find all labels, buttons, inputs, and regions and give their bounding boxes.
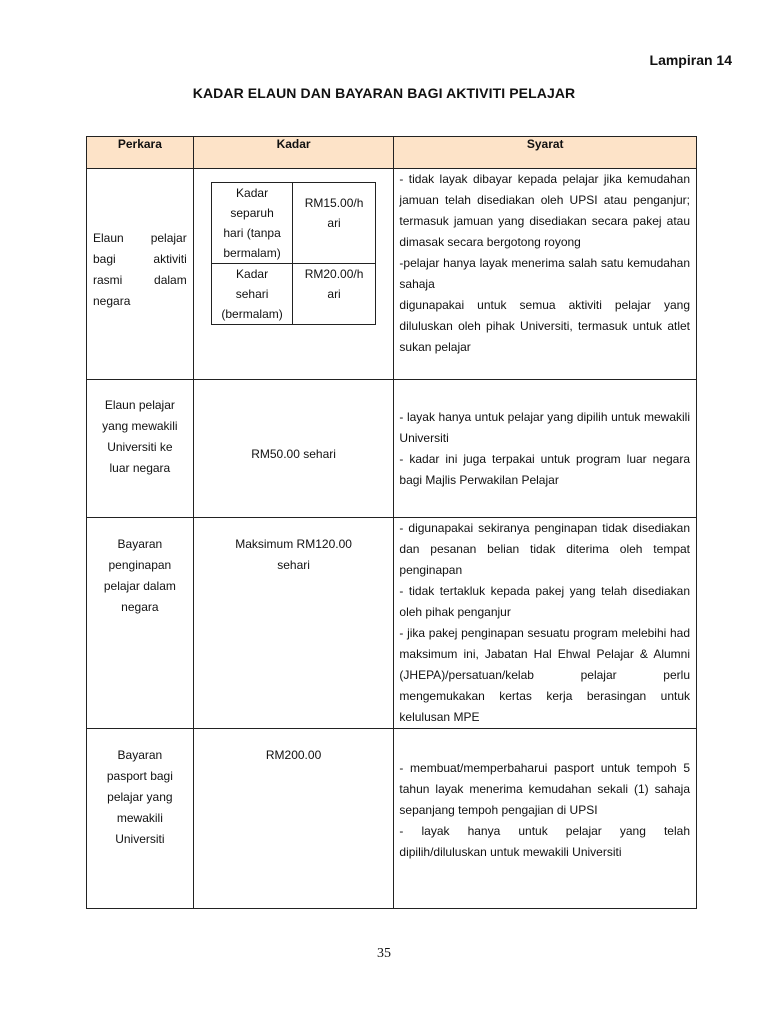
perkara-cell: Elaun pelajar bagi aktiviti rasmi dalam negara xyxy=(87,169,194,380)
syarat-cell: - tidak layak dibayar kepada pelajar jika kemudahan jamuan telah disediakan oleh UPSI atau penganjur; termasuk jamuan yang disediakan secara pakej atau dimasak secara bergotong royong -pelajar hanya layak menerima salah satu kemudahan sahaja digunapakai untuk semua aktiviti pelajar yang diluluskan oleh pihak Universiti, termasuk untuk atlet sukan pelajar xyxy=(394,169,697,380)
kadar-cell: RM200.00 xyxy=(193,729,394,909)
kadar-cell xyxy=(193,169,394,380)
rate-value: RM20.00/h ari xyxy=(293,264,376,325)
attachment-label: Lampiran 14 xyxy=(649,52,732,68)
syarat-cell: - membuat/memperbaharui pasport untuk tempoh 5 tahun layak menerima kemudahan sekali (1) sahaja sepanjang tempoh pengajian di UPSI - layak hanya untuk pelajar yang telah dipilih/diluluskan untuk mewakili Universiti xyxy=(394,729,697,909)
kadar-cell: RM50.00 sehari xyxy=(193,380,394,518)
table-row xyxy=(87,169,697,380)
table-row xyxy=(87,380,697,518)
rate-label: Kadar sehari (bermalam) xyxy=(212,264,293,325)
perkara-cell: Bayaran penginapan pelajar dalam negara xyxy=(87,518,194,729)
allowance-table xyxy=(86,136,697,909)
header-kadar: Kadar xyxy=(193,137,394,169)
syarat-cell: - layak hanya untuk pelajar yang dipilih untuk mewakili Universiti - kadar ini juga terpakai untuk program luar negara bagi Majlis Perwakilan Pelajar xyxy=(394,380,697,518)
subtable-row xyxy=(212,264,376,325)
perkara-cell: Bayaran pasport bagi pelajar yang mewakili Universiti xyxy=(87,729,194,909)
table-row xyxy=(87,729,697,909)
rate-subtable xyxy=(211,182,376,325)
perkara-cell: Elaun pelajar yang mewakili Universiti ke luar negara xyxy=(87,380,194,518)
kadar-cell: Maksimum RM120.00 sehari xyxy=(193,518,394,729)
header-syarat: Syarat xyxy=(394,137,697,169)
rate-label: Kadar separuh hari (tanpa bermalam) xyxy=(212,183,293,264)
syarat-cell: - digunapakai sekiranya penginapan tidak disediakan dan pesanan belian tidak diterima oleh tempat penginapan - tidak tertakluk kepada pakej yang telah disediakan oleh pihak penganjur - jika pakej penginapan sesuatu program melebihi had maksimum ini, Jabatan Hal Ehwal Pelajar & Alumni (JHEPA)/persatuan/kelab pelajar perlu mengemukakan kertas kerja berasingan untuk kelulusan MPE xyxy=(394,518,697,729)
document-title: KADAR ELAUN DAN BAYARAN BAGI AKTIVITI PELAJAR xyxy=(192,85,576,101)
rate-value: RM15.00/h ari xyxy=(293,183,376,264)
header-perkara: Perkara xyxy=(87,137,194,169)
table-row xyxy=(87,518,697,729)
table-header-row xyxy=(87,137,697,169)
subtable-row xyxy=(212,183,376,264)
page-number: 35 xyxy=(377,946,391,961)
